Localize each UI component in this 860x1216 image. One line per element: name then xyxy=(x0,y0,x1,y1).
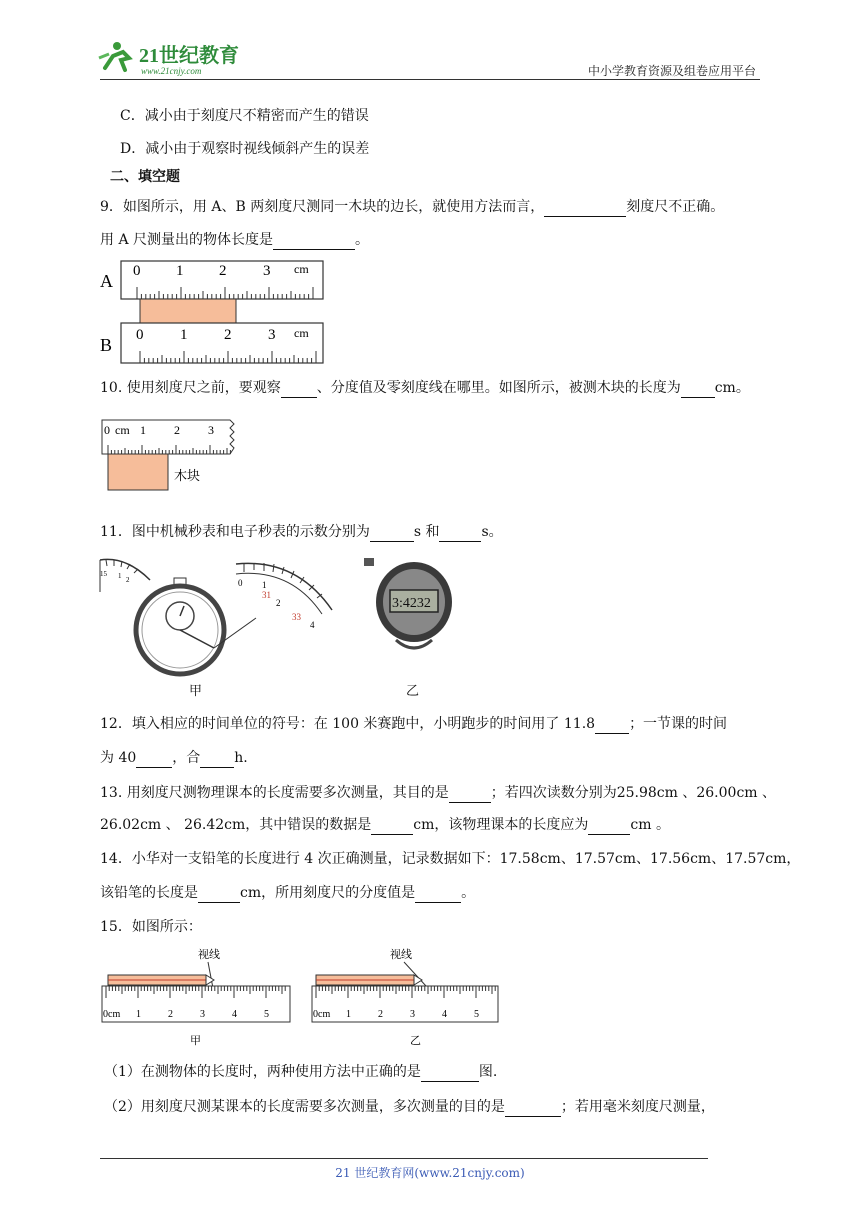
q12-text-5: h. xyxy=(234,750,248,766)
q14-text-1: 该铅笔的长度是 xyxy=(100,885,198,901)
q15-text-3: （2）用刻度尺测某课本的长度需要多次测量，多次测量的目的是 xyxy=(104,1099,505,1115)
ruler-jia-tick-1: 1 xyxy=(136,1009,141,1020)
q10-unit: cm xyxy=(115,423,130,437)
question-15-title: 15．如图所示： xyxy=(100,919,202,935)
q11-text-2: s 和 xyxy=(413,524,440,540)
ruler-a-tick-0: 0 xyxy=(133,263,141,279)
logo-url-text: www.21cnjy.com xyxy=(141,66,202,76)
header-divider xyxy=(100,79,760,80)
q13-text-1: 13. 用刻度尺测物理课本的长度需要多次测量，其目的是 xyxy=(100,785,449,801)
question-10 xyxy=(100,378,750,398)
q9-text-4: 。 xyxy=(355,232,370,248)
large-dial-label-0: 0 xyxy=(238,578,243,588)
question-9-line1 xyxy=(100,197,724,217)
question-13-line1 xyxy=(100,783,776,803)
ruler-a-label: A xyxy=(100,271,113,291)
q9-text-3: 用 A 尺测量出的物体长度是 xyxy=(100,232,274,248)
sight-label-yi: 视线 xyxy=(390,949,412,961)
q15-blank-1[interactable] xyxy=(421,1067,479,1082)
q10-text-1: 10. 使用刻度尺之前，要观察 xyxy=(100,380,281,396)
q13-text-4: cm，该物理课本的长度应为 xyxy=(413,817,589,833)
q15-figure xyxy=(100,944,510,1054)
question-15-sub2 xyxy=(104,1097,715,1117)
q13-text-3: 26.02cm 、 26.42cm，其中错误的数据是 xyxy=(100,817,372,833)
large-dial-label-4: 4 xyxy=(310,620,315,630)
q14-blank-2[interactable] xyxy=(415,888,461,903)
ruler-b-label: B xyxy=(100,335,113,355)
ruler-jia-tick-5: 5 xyxy=(264,1009,269,1020)
q11-text-3: s。 xyxy=(481,524,503,540)
large-dial-label-2: 2 xyxy=(276,598,281,608)
site-logo xyxy=(95,38,255,78)
q14-blank-1[interactable] xyxy=(198,888,240,903)
ruler-yi-tick-4: 4 xyxy=(442,1009,447,1020)
q10-ruler-figure xyxy=(100,418,310,498)
q10-text-3: cm。 xyxy=(714,380,750,396)
ruler-b xyxy=(121,323,323,363)
question-11 xyxy=(100,522,503,542)
q12-text-1: 12．填入相应的时间单位的符号：在 100 米赛跑中，小明跑步的时间用了 11.8 xyxy=(100,716,596,732)
ruler-a-tick-2: 2 xyxy=(219,263,227,279)
q10-block-label: 木块 xyxy=(174,468,201,483)
q14-text-2: cm，所用刻度尺的分度值是 xyxy=(240,885,416,901)
q15-text-1: （1）在测物体的长度时，两种使用方法中正确的是 xyxy=(104,1064,421,1080)
ruler-b-tick-1: 1 xyxy=(180,327,188,343)
q12-text-3: 为 40 xyxy=(100,750,137,766)
ruler-yi-tick-2: 2 xyxy=(378,1009,383,1020)
small-dial-label-1: 1 xyxy=(118,572,122,580)
logo-text: 21世纪教育 xyxy=(139,45,239,67)
q13-blank-2[interactable] xyxy=(371,820,413,835)
ruler-a-tick-1: 1 xyxy=(176,263,184,279)
q15-blank-2[interactable] xyxy=(505,1102,561,1117)
q14-text-3: 。 xyxy=(461,885,476,901)
q12-text-2: ；一节课的时间 xyxy=(629,716,728,732)
ruler-b-unit: cm xyxy=(294,326,309,340)
ruler-jia-tick-4: 4 xyxy=(232,1009,237,1020)
q10-tick-2: 2 xyxy=(174,423,180,437)
q13-blank-3[interactable] xyxy=(588,820,630,835)
q15-caption-yi: 乙 xyxy=(410,1035,421,1047)
q11-blank-1[interactable] xyxy=(370,527,414,542)
sight-label-jia: 视线 xyxy=(198,949,220,961)
q11-blank-2[interactable] xyxy=(439,527,481,542)
q11-stopwatch-figure xyxy=(96,552,456,702)
question-13-line2 xyxy=(100,815,670,835)
site-title: 中小学教育资源及组卷应用平台 xyxy=(587,64,756,78)
digital-display: 3:4232 xyxy=(392,596,431,611)
large-dial-label-33: 33 xyxy=(292,612,301,622)
q9-text-1: 9．如图所示，用 A、B 两刻度尺测同一木块的边长，就使用方法而言， xyxy=(100,199,545,215)
q11-text-1: 11．图中机械秒表和电子秒表的示数分别为 xyxy=(100,524,370,540)
ruler-jia xyxy=(102,986,290,1022)
q9-blank-2[interactable] xyxy=(273,235,355,250)
question-9-line2 xyxy=(100,230,369,250)
q9-blank-1[interactable] xyxy=(544,202,626,217)
q10-tick-1: 1 xyxy=(140,423,146,437)
ruler-b-tick-0: 0 xyxy=(136,327,144,343)
ruler-a-tick-3: 3 xyxy=(263,263,271,279)
q9-rulers-figure xyxy=(96,257,336,367)
ruler-b-tick-2: 2 xyxy=(224,327,232,343)
q13-blank-1[interactable] xyxy=(449,788,491,803)
ruler-jia-tick-0: 0cm xyxy=(103,1009,121,1020)
q12-blank-2[interactable] xyxy=(136,753,172,768)
q10-blank-1[interactable] xyxy=(281,383,317,398)
q12-text-4: ，合 xyxy=(172,750,201,766)
q10-tick-3: 3 xyxy=(208,423,214,437)
q12-blank-3[interactable] xyxy=(200,753,234,768)
question-14-line1: 14．小华对一支铅笔的长度进行 4 次正确测量，记录数据如下：17.58cm、17.57cm、17.56cm、17.57cm， xyxy=(100,851,801,867)
ruler-jia-tick-2: 2 xyxy=(168,1009,173,1020)
question-12-line1 xyxy=(100,714,727,734)
q10-text-2: 、分度值及零刻度线在哪里。如图所示，被测木块的长度为 xyxy=(316,380,681,396)
q10-tick-0: 0 xyxy=(104,423,110,437)
section-title: 二、填空题 xyxy=(110,169,180,185)
q13-text-5: cm 。 xyxy=(630,817,670,833)
q12-blank-1[interactable] xyxy=(595,719,629,734)
q10-wood-block xyxy=(108,454,168,490)
wood-block xyxy=(140,299,236,323)
q15-text-4: ；若用毫米刻度尺测量， xyxy=(560,1099,715,1115)
q11-caption-jia: 甲 xyxy=(189,684,203,699)
footer-divider xyxy=(100,1158,708,1159)
ruler-yi xyxy=(312,986,498,1022)
q15-caption-jia: 甲 xyxy=(190,1035,201,1047)
small-dial-label-15: 15 xyxy=(100,570,107,578)
ruler-yi-tick-1: 1 xyxy=(346,1009,351,1020)
question-12-line2 xyxy=(100,748,248,768)
ruler-yi-tick-3: 3 xyxy=(410,1009,415,1020)
large-dial-label-31: 31 xyxy=(262,590,271,600)
small-dial-label-2: 2 xyxy=(126,576,130,584)
q10-blank-2[interactable] xyxy=(681,383,715,398)
question-15-sub1 xyxy=(104,1062,497,1082)
q13-text-2: ；若四次读数分别为25.98cm 、26.00cm 、 xyxy=(490,785,777,801)
ruler-a-unit: cm xyxy=(294,262,309,276)
ruler-yi-tick-0: 0cm xyxy=(313,1009,331,1020)
ruler-yi-tick-5: 5 xyxy=(474,1009,479,1020)
option-d: D．减小由于观察时视线倾斜产生的误差 xyxy=(120,141,370,157)
ruler-jia-tick-3: 3 xyxy=(200,1009,205,1020)
q9-text-2: 刻度尺不正确。 xyxy=(626,199,725,215)
large-dial-label-1: 1 xyxy=(262,580,267,590)
footer-text: 21 世纪教育网(www.21cnjy.com) xyxy=(335,1166,525,1180)
ruler-b-tick-3: 3 xyxy=(268,327,276,343)
option-c: C．减小由于刻度尺不精密而产生的错误 xyxy=(120,108,369,124)
q11-caption-yi: 乙 xyxy=(406,684,420,699)
q15-text-2: 图. xyxy=(478,1064,498,1080)
question-14-line2 xyxy=(100,883,475,903)
